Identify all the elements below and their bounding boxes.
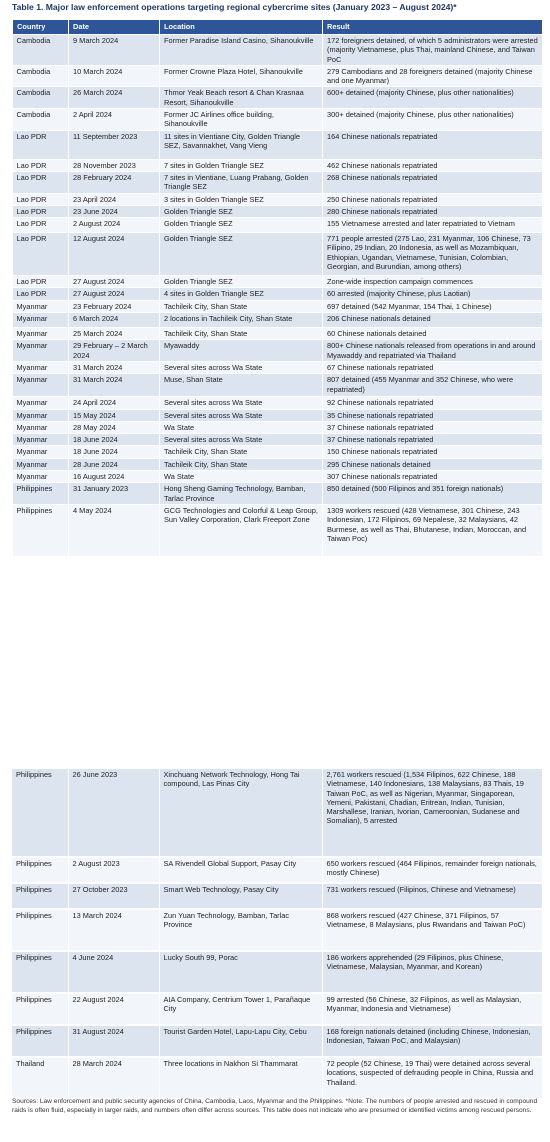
- cell-location: Xinchuang Network Technology, Hong Tai compound, Las Pinas City: [159, 769, 322, 857]
- table-row: [13, 421, 543, 433]
- cell-date: 11 September 2023: [69, 130, 160, 159]
- cell-country: Myanmar: [13, 446, 69, 458]
- table-row: [13, 159, 543, 171]
- cell-location: 4 sites in Golden Triangle SEZ: [160, 288, 323, 300]
- table-row: [13, 109, 543, 131]
- cell-country: Thailand: [12, 1057, 68, 1099]
- cell-result: 600+ detained (majority Chinese, plus other nationalities): [323, 87, 543, 109]
- cell-result: 168 foreign nationals detained (including Chinese, Indonesian, Indonesian, Taiwan PoC, and Malaysian): [322, 1025, 542, 1057]
- cell-date: 23 June 2024: [69, 205, 160, 217]
- table-row: [13, 340, 543, 362]
- cell-country: Lao PDR: [13, 205, 69, 217]
- cell-date: 28 June 2024: [69, 458, 160, 470]
- cell-result: 462 Chinese nationals repatriated: [323, 159, 543, 171]
- cell-location: Wa State: [160, 471, 323, 483]
- table-row: [12, 769, 542, 857]
- cell-result: 295 Chinese nationals detained: [323, 458, 543, 470]
- cell-date: 2 August 2023: [68, 857, 159, 883]
- cell-location: Golden Triangle SEZ: [160, 205, 323, 217]
- header-result: Result: [323, 20, 543, 35]
- cell-date: 9 March 2024: [69, 35, 160, 66]
- cell-location: Myawaddy: [160, 340, 323, 362]
- cell-country: Philippines: [13, 483, 69, 505]
- cell-location: Tachileik City, Shan State: [160, 328, 323, 340]
- table-footnote: Sources: Law enforcement and public security agencies of China, Cambodia, Laos, Myanmar and the Philippines. *Note: The numbers of people arrested and rescued in compound raids is often fluid, especially in larger raids, and numbers often differ across sources. This table does not indicate who are presumed or identified victims among rescued persons.: [12, 1098, 538, 1114]
- cell-country: Philippines: [12, 951, 68, 993]
- cell-country: Myanmar: [13, 328, 69, 340]
- table-row: [13, 276, 543, 288]
- cell-location: 7 sites in Golden Triangle SEZ: [160, 159, 323, 171]
- cell-location: Wa State: [160, 421, 323, 433]
- cell-result: 186 workers apprehended (29 Filipinos, plus Chinese, Vietnamese, Malaysian, Myanmar, and Korean): [322, 951, 542, 993]
- cell-result: 1309 workers rescued (428 Vietnamese, 301 Chinese, 243 Indonesian, 172 Filipinos, 69 Nepalese, 32 Malaysians, 42 Burmese, as well as Thai, Bhutanese, Indian, Moroccan, and Taiwan Poc): [323, 504, 543, 556]
- cell-location: Former Paradise Island Casino, Sihanoukville: [160, 35, 323, 66]
- cell-location: Three locations in Nakhon Si Thammarat: [159, 1057, 322, 1099]
- cell-country: Myanmar: [13, 300, 69, 312]
- cell-country: Cambodia: [13, 109, 69, 131]
- cell-location: Tachileik City, Shan State: [160, 300, 323, 312]
- table-row: [13, 313, 543, 328]
- cell-date: 4 June 2024: [68, 951, 159, 993]
- cell-result: 800+ Chinese nationals released from operations in and around Myawaddy and repatriated via Thailand: [323, 340, 543, 362]
- cell-country: Cambodia: [13, 65, 69, 87]
- cell-result: Zone-wide inspection campaign commences: [323, 276, 543, 288]
- table-row: [13, 130, 543, 159]
- cell-country: Philippines: [12, 769, 68, 857]
- cell-location: Zun Yuan Technology, Bamban, Tarlac Province: [159, 909, 322, 951]
- cell-date: 31 March 2024: [69, 374, 160, 397]
- cell-location: 3 sites in Golden Triangle SEZ: [160, 193, 323, 205]
- cell-country: Lao PDR: [13, 130, 69, 159]
- cell-location: Lucky South 99, Porac: [159, 951, 322, 993]
- cell-country: Philippines: [12, 909, 68, 951]
- cell-location: Smart Web Technology, Pasay City: [159, 883, 322, 909]
- cell-result: 60 Chinese nationals detained: [323, 328, 543, 340]
- table-row: [12, 993, 542, 1025]
- cell-country: Myanmar: [13, 434, 69, 446]
- cell-result: 268 Chinese nationals repatriated: [323, 171, 543, 193]
- cell-date: 4 May 2024: [69, 504, 160, 556]
- cell-country: Philippines: [13, 504, 69, 556]
- cell-country: Myanmar: [13, 374, 69, 397]
- cell-date: 13 March 2024: [68, 909, 159, 951]
- cell-country: Cambodia: [13, 35, 69, 66]
- cell-result: 206 Chinese nationals detained: [323, 313, 543, 328]
- table-row: [12, 909, 542, 951]
- cell-country: Lao PDR: [13, 276, 69, 288]
- table-row: [13, 361, 543, 373]
- cell-result: 150 Chinese nationals repatriated: [323, 446, 543, 458]
- cell-date: 18 June 2024: [69, 434, 160, 446]
- cell-date: 22 August 2024: [68, 993, 159, 1025]
- table-row: [13, 300, 543, 312]
- cell-country: Lao PDR: [13, 233, 69, 276]
- cell-location: Several sites across Wa State: [160, 409, 323, 421]
- cell-country: Myanmar: [13, 421, 69, 433]
- cell-location: 2 locations in Tachileik City, Shan State: [160, 313, 323, 328]
- cell-result: 697 detained (542 Myanmar, 154 Thai, 1 Chinese): [323, 300, 543, 312]
- table-row: [12, 1025, 542, 1057]
- cell-result: 300+ detained (majority Chinese, plus other nationalities): [323, 109, 543, 131]
- table-header-row: [13, 20, 543, 35]
- cell-country: Philippines: [12, 857, 68, 883]
- cell-date: 28 May 2024: [69, 421, 160, 433]
- cell-date: 27 October 2023: [68, 883, 159, 909]
- table-row: [13, 171, 543, 193]
- cell-country: Philippines: [12, 993, 68, 1025]
- cell-location: Tachileik City, Shan State: [160, 446, 323, 458]
- cell-result: 35 Chinese nationals repatriated: [323, 409, 543, 421]
- table-row: [13, 483, 543, 505]
- cell-date: 2 August 2024: [69, 218, 160, 233]
- cell-result: 250 Chinese nationals repatriated: [323, 193, 543, 205]
- table-row: [13, 35, 543, 66]
- cell-date: 6 March 2024: [69, 313, 160, 328]
- cell-country: Philippines: [12, 1025, 68, 1057]
- cell-result: 280 Chinese nationals repatriated: [323, 205, 543, 217]
- cell-result: 67 Chinese nationals repatriated: [323, 361, 543, 373]
- cell-location: Golden Triangle SEZ: [160, 233, 323, 276]
- cell-country: Lao PDR: [13, 193, 69, 205]
- cell-location: 7 sites in Vientiane, Luang Prabang, Golden Triangle SEZ: [160, 171, 323, 193]
- cell-date: 31 January 2023: [69, 483, 160, 505]
- table-row: [12, 1057, 542, 1099]
- cell-result: 60 arrested (majority Chinese, plus Laotian): [323, 288, 543, 300]
- cell-location: Several sites across Wa State: [160, 361, 323, 373]
- cell-location: Golden Triangle SEZ: [160, 276, 323, 288]
- table-row: [13, 205, 543, 217]
- cell-date: 2 April 2024: [69, 109, 160, 131]
- table-row: [13, 288, 543, 300]
- table-row: [13, 504, 543, 556]
- cell-result: 155 Vietnamese arrested and later repatriated to Vietnam: [323, 218, 543, 233]
- cell-date: 16 August 2024: [69, 471, 160, 483]
- cell-country: Lao PDR: [13, 171, 69, 193]
- cell-result: 279 Cambodians and 28 foreigners detained (majority Chinese and one Myanmar): [323, 65, 543, 87]
- cell-location: Tachileik City, Shan State: [160, 458, 323, 470]
- table-row: [13, 458, 543, 470]
- cell-result: 731 workers rescued (Filipinos, Chinese and Vietnamese): [322, 883, 542, 909]
- table-row: [13, 409, 543, 421]
- cell-location: 11 sites in Vientiane City, Golden Triangle SEZ, Savannakhet, Vang Vieng: [160, 130, 323, 159]
- table-row: [13, 65, 543, 87]
- cell-result: 72 people (52 Chinese, 19 Thai) were detained across several locations, suspected of defrauding people in China, Russia and Thailand.: [322, 1057, 542, 1099]
- table-row: [12, 951, 542, 993]
- cell-location: Former Crowne Plaza Hotel, Sihanoukville: [160, 65, 323, 87]
- cell-country: Myanmar: [13, 313, 69, 328]
- cell-date: 28 March 2024: [68, 1057, 159, 1099]
- cell-result: 172 foreigners detained, of which 5 administrators were arrested (majority Vietnamese, plus Thai, mainland Chinese, and Taiwan PoC: [323, 35, 543, 66]
- operations-table-part-1: [12, 19, 543, 557]
- cell-date: 26 March 2024: [69, 87, 160, 109]
- cell-result: 37 Chinese nationals repatriated: [323, 421, 543, 433]
- cell-location: AIA Company, Centrium Tower 1, Parañaque City: [159, 993, 322, 1025]
- table-row: [13, 374, 543, 397]
- table-row: [13, 193, 543, 205]
- header-date: Date: [69, 20, 160, 35]
- cell-result: 650 workers rescued (464 Filipinos, remainder foreign nationals, mostly Chinese): [322, 857, 542, 883]
- table-row: [13, 218, 543, 233]
- cell-country: Lao PDR: [13, 159, 69, 171]
- table-row: [13, 87, 543, 109]
- table-title: Table 1. Major law enforcement operations targeting regional cybercrime sites (January 2023 – August 2024)*: [12, 2, 457, 12]
- cell-country: Myanmar: [13, 458, 69, 470]
- cell-country: Myanmar: [13, 397, 69, 409]
- cell-result: 807 detained (455 Myanmar and 352 Chinese, who were repatriated): [323, 374, 543, 397]
- cell-date: 18 June 2024: [69, 446, 160, 458]
- header-location: Location: [160, 20, 323, 35]
- cell-date: 31 March 2024: [69, 361, 160, 373]
- cell-date: 25 March 2024: [69, 328, 160, 340]
- cell-date: 27 August 2024: [69, 276, 160, 288]
- cell-result: 307 Chinese nationals repatriated: [323, 471, 543, 483]
- cell-date: 28 November 2023: [69, 159, 160, 171]
- cell-date: 28 February 2024: [69, 171, 160, 193]
- cell-location: Thmor Yeak Beach resort & Chan Krasnaa Resort, Sihanoukville: [160, 87, 323, 109]
- table-row: [13, 397, 543, 409]
- cell-date: 10 March 2024: [69, 65, 160, 87]
- cell-date: 31 August 2024: [68, 1025, 159, 1057]
- cell-country: Myanmar: [13, 361, 69, 373]
- cell-location: Golden Triangle SEZ: [160, 218, 323, 233]
- cell-result: 37 Chinese nationals repatriated: [323, 434, 543, 446]
- cell-location: Muse, Shan State: [160, 374, 323, 397]
- cell-location: Several sites across Wa State: [160, 397, 323, 409]
- cell-result: 92 Chinese nationals repatriated: [323, 397, 543, 409]
- cell-country: Myanmar: [13, 340, 69, 362]
- cell-date: 15 May 2024: [69, 409, 160, 421]
- cell-result: 850 detained (500 Filipinos and 351 foreign nationals): [323, 483, 543, 505]
- cell-date: 29 February – 2 March 2024: [69, 340, 160, 362]
- cell-country: Lao PDR: [13, 218, 69, 233]
- cell-location: Several sites across Wa State: [160, 434, 323, 446]
- cell-country: Cambodia: [13, 87, 69, 109]
- cell-country: Myanmar: [13, 471, 69, 483]
- header-country: Country: [13, 20, 69, 35]
- table-row: [13, 446, 543, 458]
- cell-location: Tourist Garden Hotel, Lapu-Lapu City, Cebu: [159, 1025, 322, 1057]
- table-row: [13, 233, 543, 276]
- table-row: [13, 328, 543, 340]
- cell-date: 23 February 2024: [69, 300, 160, 312]
- cell-date: 23 April 2024: [69, 193, 160, 205]
- cell-location: Former JC Airlines office building, Sihanoukville: [160, 109, 323, 131]
- cell-location: Hong Sheng Gaming Technology, Bamban, Tarlac Province: [160, 483, 323, 505]
- cell-date: 12 August 2024: [69, 233, 160, 276]
- cell-result: 868 workers rescued (427 Chinese, 371 Filipinos, 57 Vietnamese, 8 Malaysians, plus Rwandans and Taiwan PoC): [322, 909, 542, 951]
- cell-result: 99 arrested (56 Chinese, 32 Filipinos, as well as Malaysian, Myanmar, Indonesia and Vietnamese): [322, 993, 542, 1025]
- cell-country: Philippines: [12, 883, 68, 909]
- cell-result: 771 people arrested (275 Lao, 231 Myanmar, 106 Chinese, 73 Filipino, 29 Indian, 20 Indonesia, as well as Mozambiquan, Ethiopian, Ugandan, Vietnamese, Tunisian, Colombian, Georgian, and Burundian, among others): [323, 233, 543, 276]
- cell-result: 2,761 workers rescued (1,534 Filipinos, 622 Chinese, 188 Vietnamese, 140 Indonesians, 138 Malaysians, 83 Thais, 19 Taiwan PoC, as well as Nigerian, Myanmar, Singaporean, Yemeni, Pakistani, Chadian, Eritrean, Indian, Tunisian, Marshallese, Iranian, Ivorian, Cameroonian, Sudanese and Somalian), 5 arrested: [322, 769, 542, 857]
- cell-date: 27 August 2024: [69, 288, 160, 300]
- table-row: [12, 857, 542, 883]
- cell-country: Lao PDR: [13, 288, 69, 300]
- cell-location: GCG Technologies and Colorful & Leap Group, Sun Valley Corporation, Clark Freeport Zone: [160, 504, 323, 556]
- table-row: [13, 434, 543, 446]
- cell-location: SA Rivendell Global Support, Pasay City: [159, 857, 322, 883]
- table-row: [13, 471, 543, 483]
- table-row: [12, 883, 542, 909]
- cell-date: 26 June 2023: [68, 769, 159, 857]
- operations-table-part-2: [12, 769, 543, 1100]
- cell-date: 24 April 2024: [69, 397, 160, 409]
- cell-result: 164 Chinese nationals repatriated: [323, 130, 543, 159]
- cell-country: Myanmar: [13, 409, 69, 421]
